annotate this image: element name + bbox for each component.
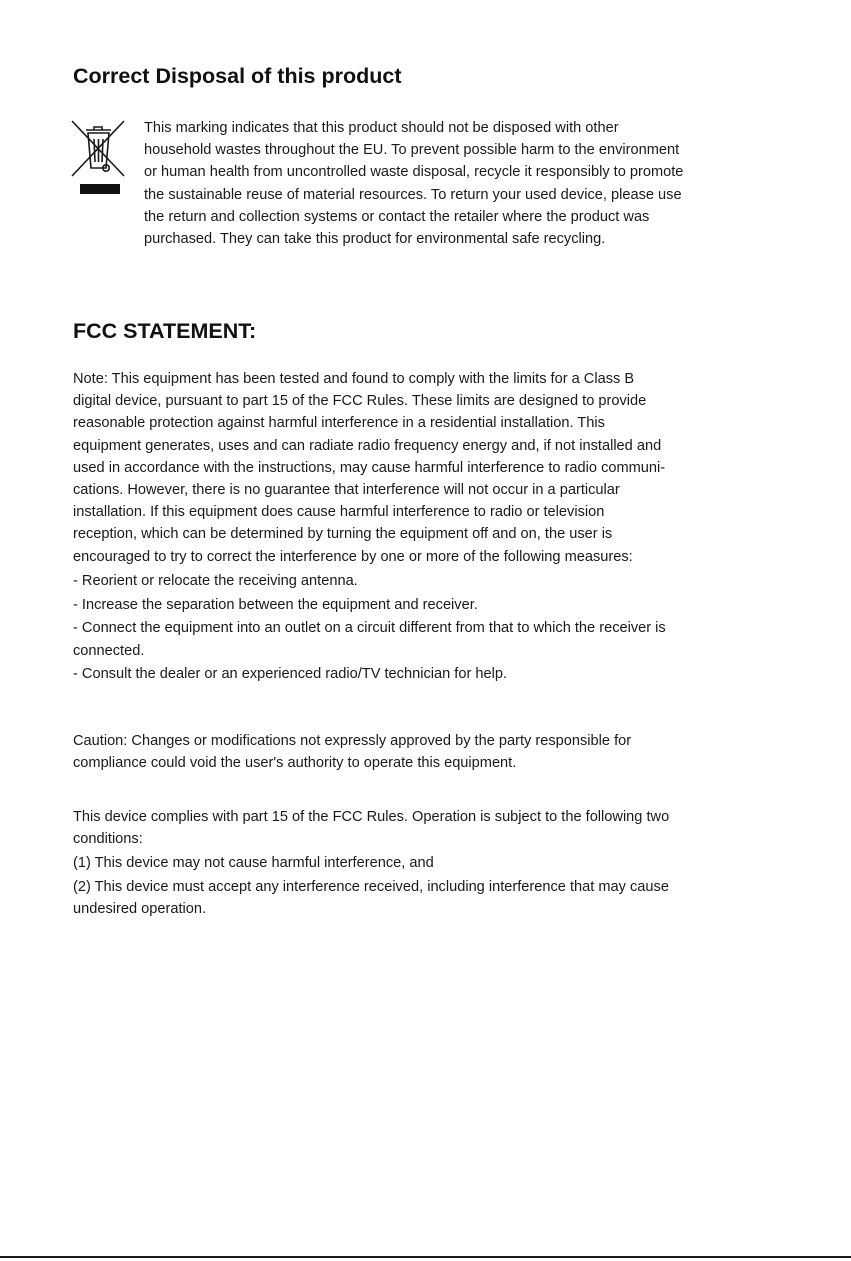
disposal-line: or human health from uncontrolled waste disposal, recycle it responsibly to promote [144, 164, 684, 181]
compliance-line: (1) This device may not cause harmful interference, and [73, 854, 434, 871]
compliance-line: This device complies with part 15 of the FCC Rules. Operation is subject to the following two [73, 809, 670, 825]
measure-line: - Consult the dealer or an experienced radio/TV technician for help. [73, 666, 508, 683]
disposal-line: household wastes throughout the EU. To prevent possible harm to the environment [144, 142, 680, 159]
measure-line: - Increase the separation between the equipment and receiver. [73, 596, 478, 613]
disposal-line: purchased. They can take this product for environmental safe recycling. [144, 231, 606, 248]
weee-crossed-out-wheelie-bin-icon [68, 118, 128, 198]
measure-line: - Reorient or relocate the receiving antenna. [73, 573, 358, 589]
measure-item [73, 594, 785, 616]
fcc-note-line: encouraged to try to correct the interference by one or more of the following measures: [73, 548, 633, 565]
fcc-note-paragraph [73, 368, 785, 568]
measure-item [73, 663, 785, 685]
measure-item [73, 617, 785, 661]
fcc-note-line: Note: This equipment has been tested and found to comply with the limits for a Class B [73, 371, 635, 387]
fcc-note-line: cations. However, there is no guarantee that interference will not occur in a particular [73, 482, 620, 499]
disposal-paragraph [144, 117, 784, 250]
compliance-item [73, 806, 785, 850]
fcc-note-line: digital device, pursuant to part 15 of the FCC Rules. These limits are designed to provide [73, 393, 647, 410]
disposal-line: This marking indicates that this product should not be disposed with other [144, 120, 619, 136]
fcc-note-line: installation. If this equipment does cause harmful interference to radio or television [73, 504, 605, 521]
measure-item [73, 570, 785, 592]
fcc-measures-list [73, 570, 785, 687]
disposal-heading: Correct Disposal of this product [73, 64, 402, 88]
fcc-note-line: equipment generates, uses and can radiate radio frequency energy and, if not installed and [73, 437, 662, 454]
caution-line: Caution: Changes or modifications not expressly approved by the party responsible for [73, 733, 632, 749]
measure-line: - Connect the equipment into an outlet on a circuit different from that to which the receiver is [73, 620, 666, 637]
disposal-line: the sustainable reuse of material resources. To return your used device, please use [144, 186, 682, 203]
compliance-line: undesired operation. [73, 900, 207, 917]
fcc-heading: FCC STATEMENT: [73, 319, 257, 343]
compliance-line: (2) This device must accept any interference received, including interference that may cause [73, 878, 669, 895]
caution-line: compliance could void the user's authority to operate this equipment. [73, 755, 517, 772]
measure-line: connected. [73, 642, 145, 659]
fcc-note-line: reception, which can be determined by turning the equipment off and on, the user is [73, 526, 613, 543]
fcc-caution-paragraph [73, 730, 785, 774]
compliance-item [73, 876, 785, 920]
compliance-item [73, 852, 785, 874]
compliance-line: conditions: [73, 831, 143, 848]
fcc-compliance-paragraph [73, 806, 785, 922]
disposal-line: the return and collection systems or contact the retailer where the product was [144, 208, 650, 225]
fcc-note-line: used in accordance with the instructions, may cause harmful interference to radio communi- [73, 459, 666, 476]
page-bottom-divider [0, 1256, 851, 1258]
fcc-note-line: reasonable protection against harmful interference in a residential installation. This [73, 415, 605, 432]
